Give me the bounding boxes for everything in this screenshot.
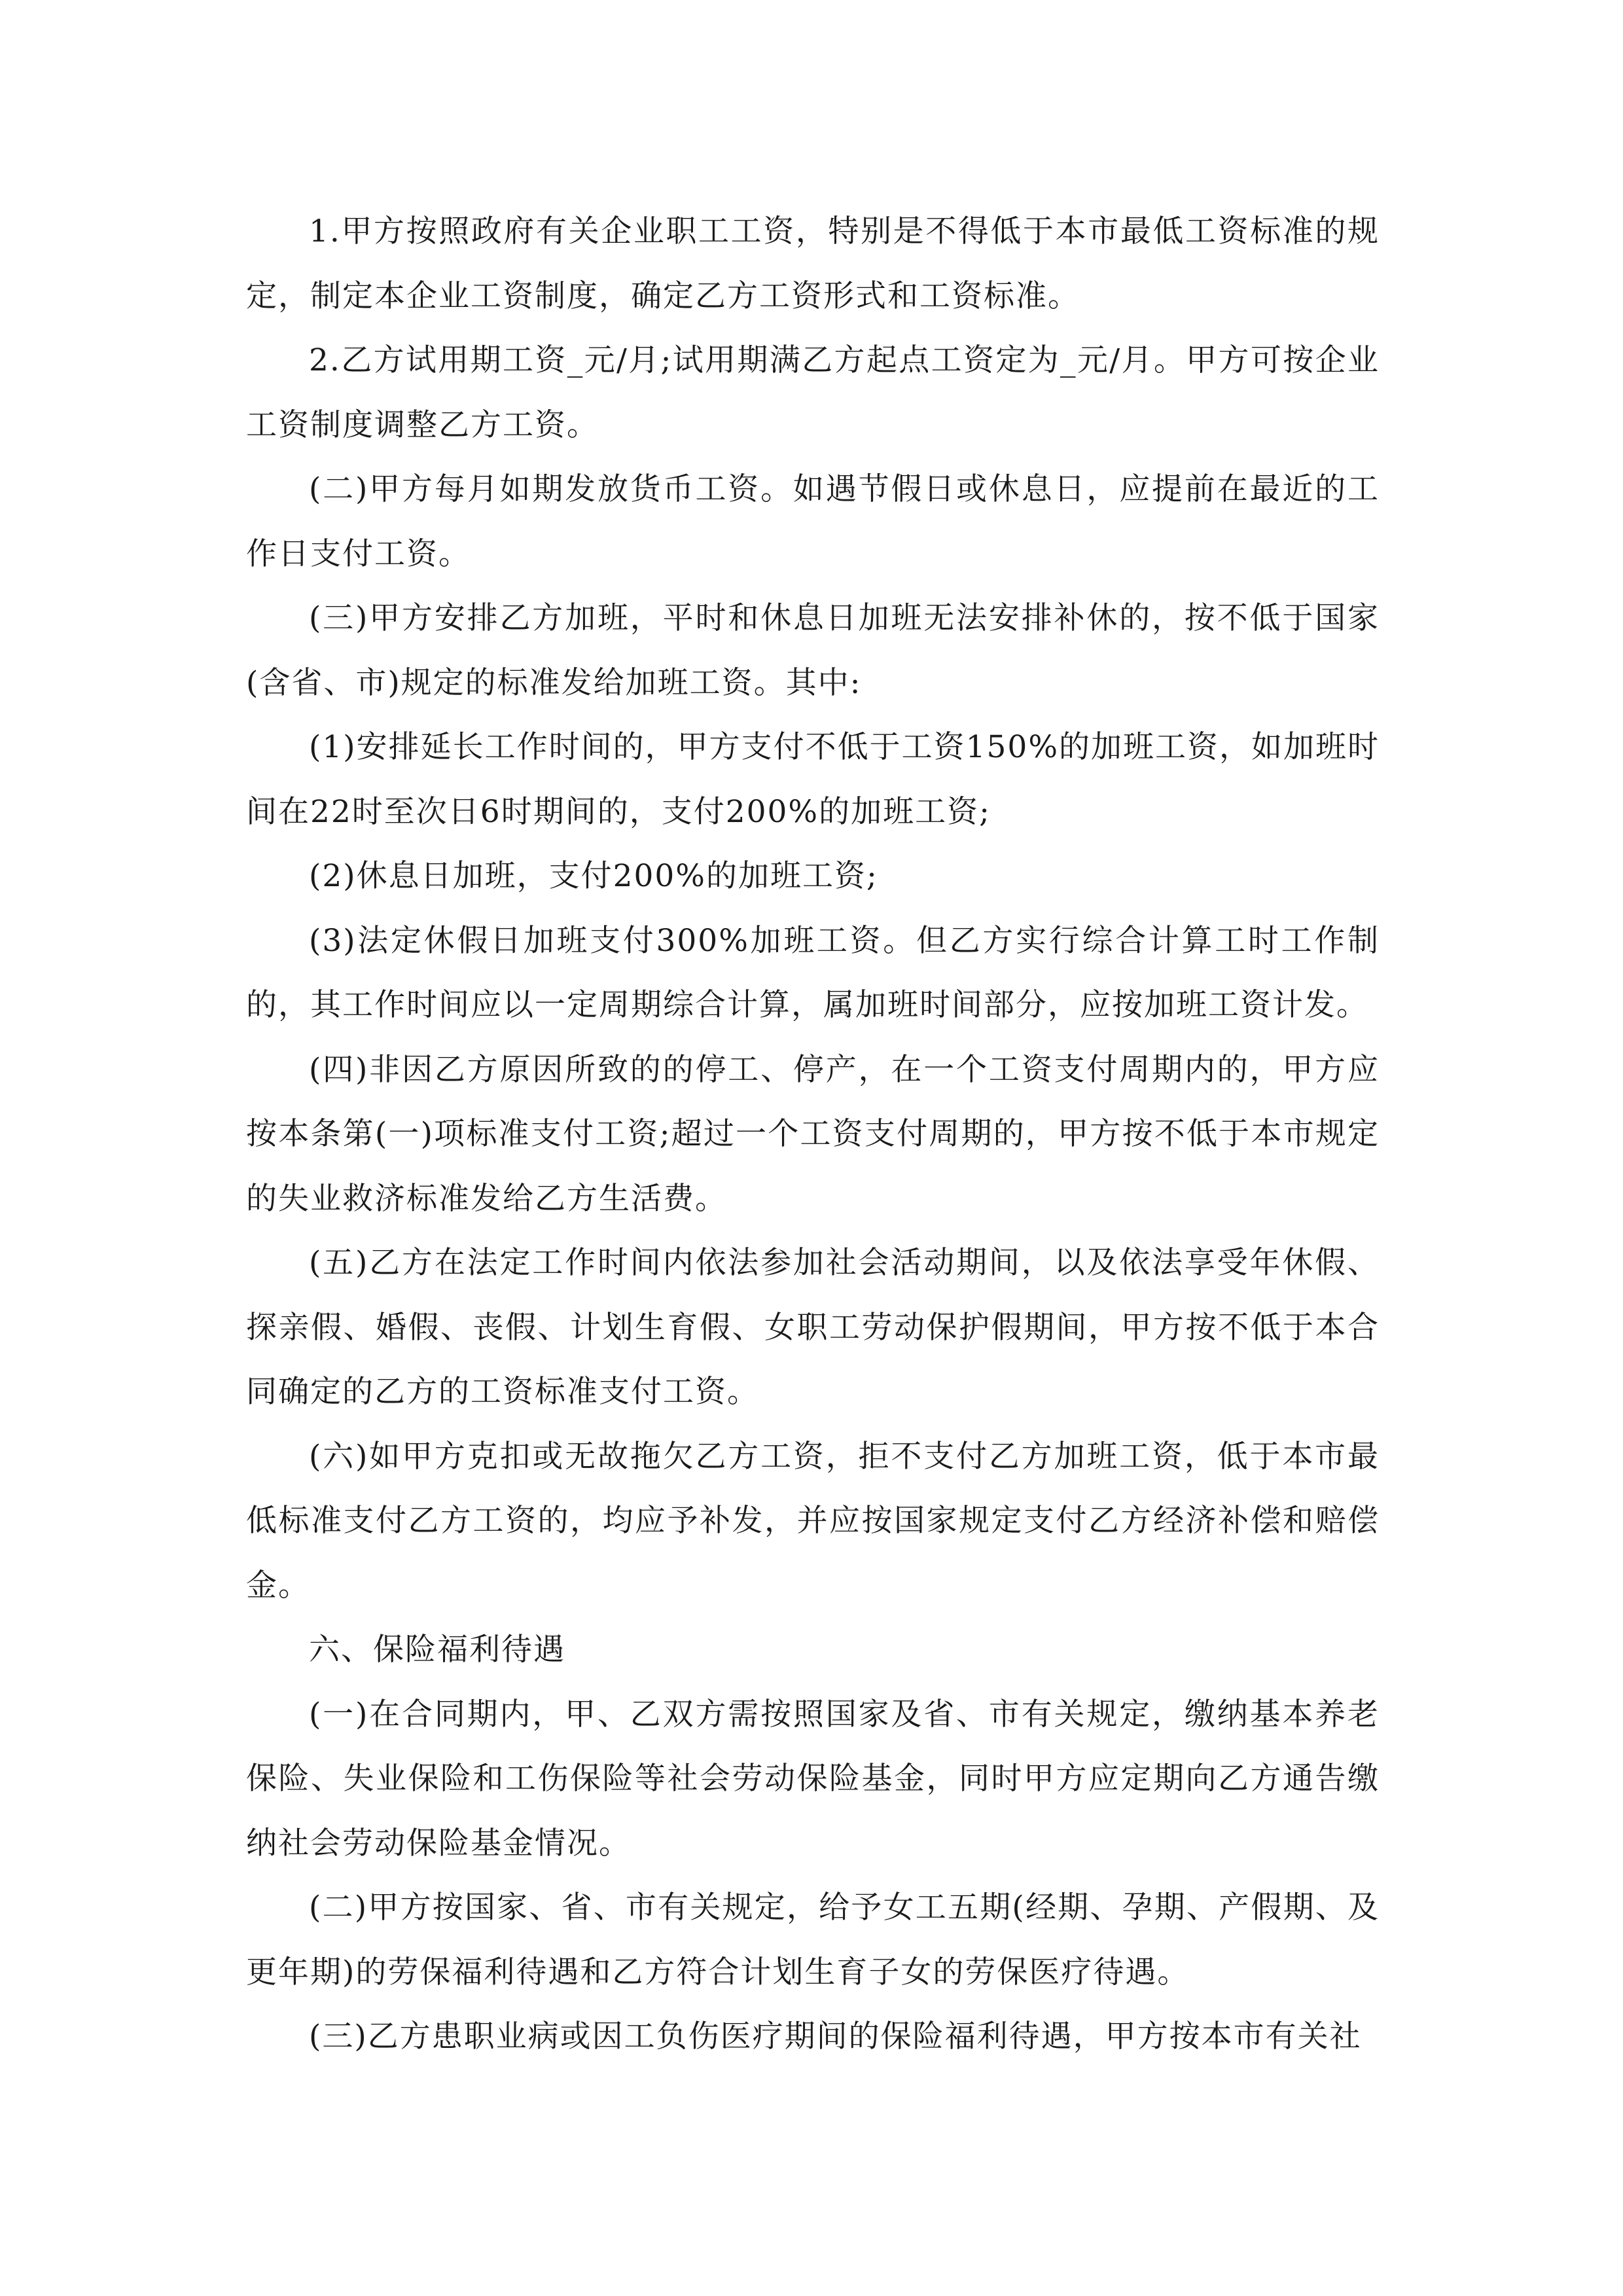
document-body [246, 200, 1380, 2070]
paragraph-10: (六)如甲方克扣或无故拖欠乙方工资，拒不支付乙方加班工资，低于本市最低标准支付乙方工资的，均应予补发，并应按国家规定支付乙方经济补偿和赔偿金。 [246, 1438, 1380, 1604]
section-heading: 六、保险福利待遇 [309, 1632, 565, 1668]
paragraph-1: 1.甲方按照政府有关企业职工工资，特别是不得低于本市最低工资标准的规定，制定本企业工资制度，确定乙方工资形式和工资标准。 [246, 213, 1380, 314]
paragraph-6: (2)休息日加班，支付200%的加班工资; [309, 858, 878, 894]
paragraph-12: (二)甲方按国家、省、市有关规定，给予女工五期(经期、孕期、产假期、及更年期)的劳保福利待遇和乙方符合计划生育子女的劳保医疗待遇。 [246, 1890, 1380, 1990]
paragraph-13: (三)乙方患职业病或因工负伤医疗期间的保险福利待遇，甲方按本市有关社 [309, 2018, 1362, 2054]
paragraph-2: 2.乙方试用期工资_元/月;试用期满乙方起点工资定为_元/月。甲方可按企业工资制度调整乙方工资。 [246, 342, 1380, 443]
paragraph-9: (五)乙方在法定工作时间内依法参加社会活动期间，以及依法享受年休假、探亲假、婚假、丧假、计划生育假、女职工劳动保护假期间，甲方按不低于本合同确定的乙方的工资标准支付工资。 [246, 1245, 1380, 1410]
paragraph-3: (二)甲方每月如期发放货币工资。如遇节假日或休息日，应提前在最近的工作日支付工资。 [246, 471, 1380, 572]
paragraph-8: (四)非因乙方原因所致的的停工、停产，在一个工资支付周期内的，甲方应按本条第(一)项标准支付工资;超过一个工资支付周期的，甲方按不低于本市规定的失业救济标准发给乙方生活费。 [246, 1051, 1380, 1217]
paragraph-4: (三)甲方安排乙方加班，平时和休息日加班无法安排补休的，按不低于国家(含省、市)规定的标准发给加班工资。其中: [246, 600, 1380, 701]
paragraph-11: (一)在合同期内，甲、乙双方需按照国家及省、市有关规定，缴纳基本养老保险、失业保险和工伤保险等社会劳动保险基金，同时甲方应定期向乙方通告缴纳社会劳动保险基金情况。 [246, 1696, 1380, 1861]
paragraph-5: (1)安排延长工作时间的，甲方支付不低于工资150%的加班工资，如加班时间在22时至次日6时期间的，支付200%的加班工资; [246, 729, 1380, 830]
paragraph-7: (3)法定休假日加班支付300%加班工资。但乙方实行综合计算工时工作制的，其工作时间应以一定周期综合计算，属加班时间部分，应按加班工资计发。 [246, 922, 1380, 1023]
